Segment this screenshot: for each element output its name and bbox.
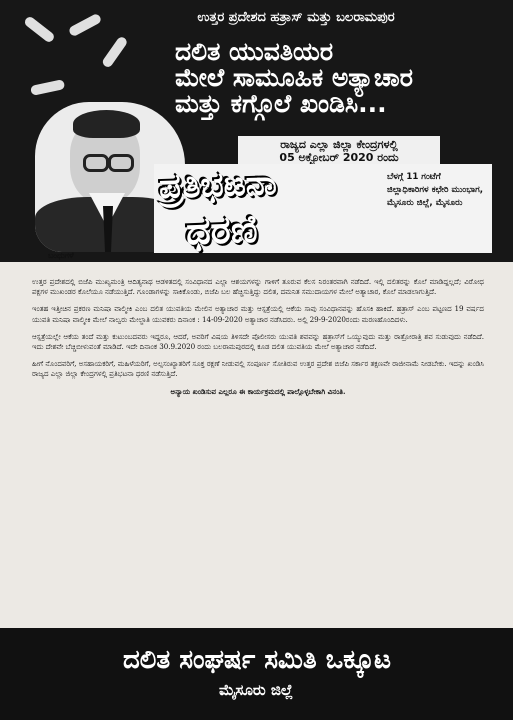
poster-header xyxy=(0,0,513,262)
headline-line: ಮೇಲೆ ಸಾಮೂಹಿಕ ಅತ್ಯಾಚಾರ xyxy=(175,63,413,92)
raised-hand-illustration xyxy=(23,15,56,44)
body-paragraph: ಹೀಗೆ ನೊಂದವರಿಗೆ, ಅಸಹಾಯಕರಿಗೆ, ಮಹಿಳೆಯರಿಗೆ, ಅಲ್ಪಸಂಖ್ಯಾತರಿಗೆ ಸೂಕ್ತ ರಕ್ಷಣೆ ನೀಡುವಲ್ಲಿ ಸಂಪೂರ್ಣ ಸೋತಿರುವ ಉತ್ತರ ಪ್ರದೇಶ ಬಿಜೆಪಿ ಸರ್ಕಾರ ತಕ್ಷಣವೇ ರಾಜೀನಾಮೆ ನೀಡಬೇಕು. ಇದನ್ನು ಖಂಡಿಸಿ ರಾಜ್ಯದ ಎಲ್ಲಾ ಜಿಲ್ಲಾ ಕೇಂದ್ರಗಳಲ್ಲಿ ಪ್ರತಿಭಟನಾ ಧರಣಿ ನಡೆಸುತ್ತಿದೆ. xyxy=(32,359,484,379)
date-and-location-box xyxy=(238,136,440,166)
portrait-hair xyxy=(73,110,140,138)
body-paragraph: ಉತ್ತರ ಪ್ರದೇಶದಲ್ಲಿ ಬಿಜೆಪಿ ಮುಖ್ಯಮಂತ್ರಿ ಆದಿತ್ಯನಾಥ ಆಡಳಿತದಲ್ಲಿ ಸಂವಿಧಾನದ ಎಲ್ಲಾ ಆಶಯಗಳನ್ನು ಗಾಳಿಗೆ ತೂರುವ ಕೆಲಸ ನಿರಂತರವಾಗಿ ನಡೆದಿದೆ. ಇಲ್ಲಿ ದಲಿತರನ್ನು ಕೊಲೆ ಮಾಡಿದ್ದಲ್ಲದೆ; ವಿರೋಧ ಪಕ್ಷಗಳ ಮುಖಂಡರ ಕೊಲೆಯೂ ನಡೆಯುತ್ತಿದೆ. ಗೂಂಡಾಗಳನ್ನು ಸಾಕಿಕೊಂಡು, ಬಿಜೆಪಿ ಬಲ ಹೆಚ್ಚಿಸುತ್ತಿದ್ದು ದಲಿತ, ದಮನಿತ ಸಮುದಾಯಗಳ ಮೇಲೆ ಅತ್ಯಾಚಾರ, ಕೊಲೆ ಮಾಡಲಾಗುತ್ತಿದೆ. xyxy=(32,277,484,297)
glasses-icon xyxy=(108,154,134,172)
poster-headline xyxy=(175,39,505,117)
organization-place: ಮೈಸೂರು ಜಿಲ್ಲೆ xyxy=(218,681,294,699)
protest-detail-line: ಬೆಳಗ್ಗೆ 11 ಗಂಟೆಗೆ xyxy=(387,172,441,182)
organization-name: ದಲಿತ ಸಂಘರ್ಷ ಸಮಿತಿ ಒಕ್ಕೂಟ xyxy=(123,645,391,675)
raised-hand-illustration xyxy=(30,79,65,96)
date-line: ರಾಜ್ಯದ ಎಲ್ಲಾ ಜಿಲ್ಲಾ ಕೇಂದ್ರಗಳಲ್ಲಿ xyxy=(280,138,398,151)
location-heading: ಉತ್ತರ ಪ್ರದೇಶದ ಹತ್ರಾಸ್ ಮತ್ತು ಬಲರಾಮಪುರ xyxy=(197,10,395,25)
headline-line: ಮತ್ತು ಕಗ್ಗೊಲೆ ಖಂಡಿಸಿ... xyxy=(175,89,387,118)
body-paragraph: ಇಂತಹ ಇತ್ತೀಚಿನ ಪ್ರಕರಣ ಮನಿಷಾ ವಾಲ್ಮೀಕಿ ಎಂಬ ದಲಿತ ಯುವತಿಯ ಮೇಲಿನ ಅತ್ಯಾಚಾರ ಮತ್ತು ಆಸ್ಪತ್ರೆಯಲ್ಲಿ ಆಕೆಯ ಸಾವು ಸಂವಿಧಾನವನ್ನು ಹೊಸಕಿ ಹಾಕಿದೆ. ಹತ್ರಾಸ್ ಎಂಬ ಪಟ್ಟಣದ 19 ವರ್ಷದ ಯುವತಿ ಮನಿಷಾ ವಾಲ್ಮೀಕಿ ಮೇಲೆ ನಾಲ್ವರು ಮೇಲ್ಜಾತಿ ಯುವಕರು ದಿನಾಂಕ : 14-09-2020 ಅತ್ಯಾಚಾರ ನಡೆಸಿದರು. ಅಲ್ಲಿ 29-9-2020ರಂದು ಮರಣಹೊಂದಿದಳು. xyxy=(32,304,484,324)
protest-detail-line: ಮೈಸೂರು ಜಿಲ್ಲೆ, ಮೈಸೂರು xyxy=(387,198,463,208)
protest-detail-line: ಜಿಲ್ಲಾಧಿಕಾರಿಗಳ ಕಛೇರಿ ಮುಂಭಾಗ, xyxy=(387,185,484,195)
protest-word: ಪ್ರತಿಭಟನಾ xyxy=(158,162,278,208)
protest-word: ಧರಣಿ xyxy=(185,206,259,254)
body-paragraph: ಆಸ್ಪತ್ರೆಯಲ್ಲೇ ಆಕೆಯ ತಂದೆ ಮತ್ತು ಕುಟುಂಬದವರು ಇದ್ದರೂ, ಆದರೆ, ಅವರಿಗೆ ವಿಷಯ ತಿಳಿಸದೇ ಪೊಲೀಸರು ಯುವತಿ ಶವವನ್ನು ಹತ್ರಾಸ್‌ಗೆ ಒಯ್ಯುವುದು ಮತ್ತು ರಾತ್ರೋರಾತ್ರಿ ಶವ ಸುಡುವುದು ನಡೆದಿದೆ. ಇದು ದೇಶವೇ ಬೆಚ್ಚಿಬೀಳುವಂತೆ ಮಾಡಿದೆ. ಇದೇ ದಿನಾಂಕ 30.9.2020 ರಂದು ಬಲರಾಮಪುರದಲ್ಲಿ ಕೂಡ ದಲಿತ ಯುವತಿಯ ಮೇಲೆ ಅತ್ಯಾಚಾರ ನಡೆದಿದೆ. xyxy=(32,331,484,352)
greeting-label: ಬಂಧುಗಳೆ xyxy=(48,251,74,260)
participation-appeal: ಅನ್ಯಾಯ ಖಂಡಿಸುವ ಎಲ್ಲರೂ ಈ ಕಾರ್ಯಕ್ರಮದಲ್ಲಿ ಪಾಲ್ಗೊಳ್ಳಬೇಕಾಗಿ ವಿನಂತಿ. xyxy=(170,386,346,396)
protest-details xyxy=(387,171,487,210)
raised-hand-illustration xyxy=(101,35,129,69)
date-line: 05 ಅಕ್ಟೋಬರ್ 2020 ರಂದು xyxy=(279,151,399,164)
glasses-icon xyxy=(83,154,109,172)
poster-body xyxy=(32,277,484,404)
headline-line: ದಲಿತ ಯುವತಿಯರ xyxy=(175,37,334,66)
